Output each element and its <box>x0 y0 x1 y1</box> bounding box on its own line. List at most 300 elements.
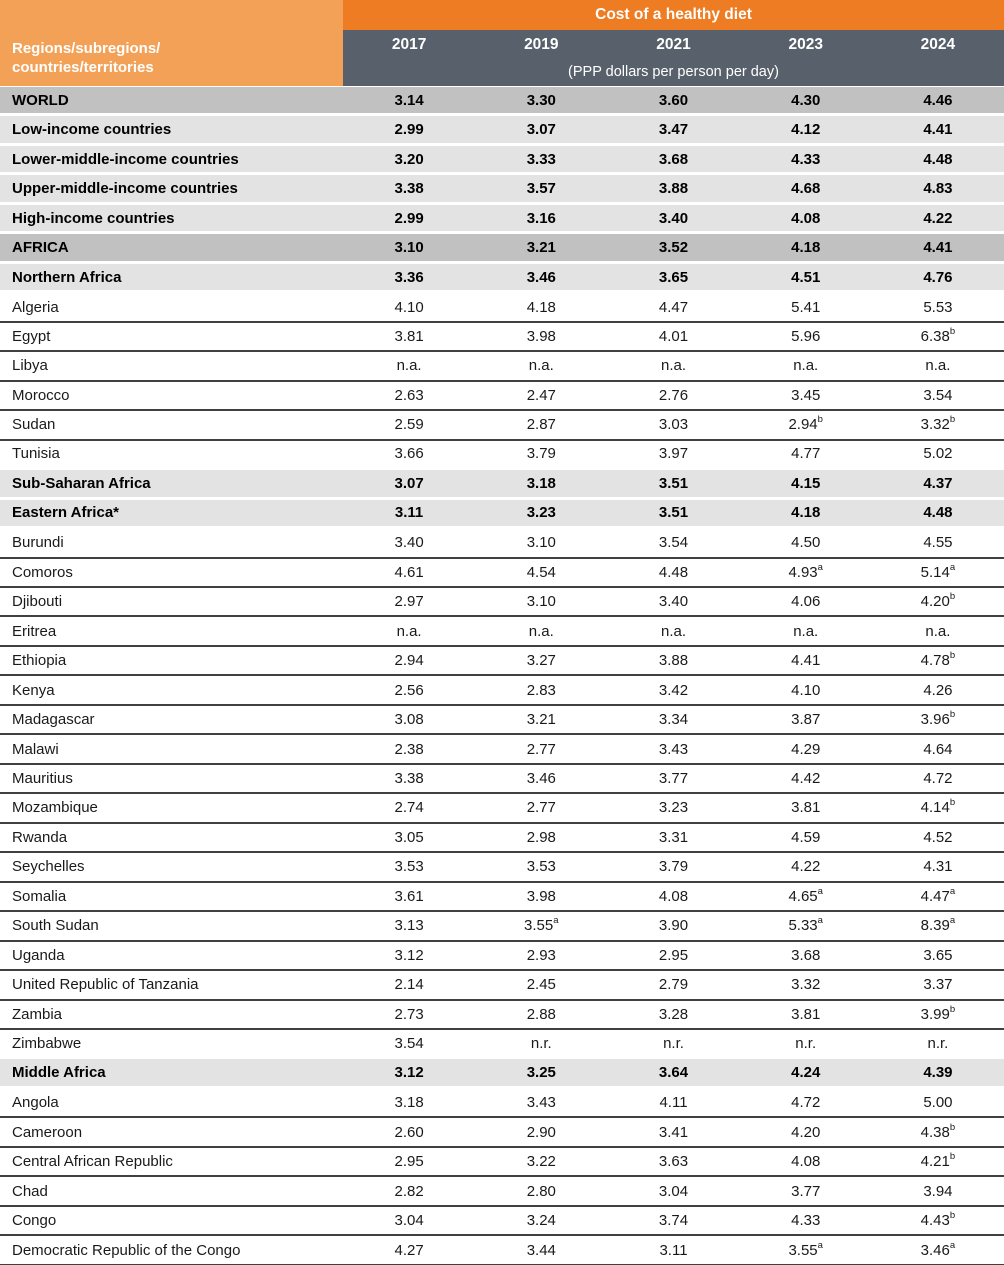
cell-value: 3.46 <box>526 770 556 788</box>
row-label: Northern Africa <box>12 268 122 286</box>
cell-value: 4.41 <box>923 121 953 139</box>
cell-value: 4.61 <box>394 563 424 581</box>
cell-value: 3.77 <box>791 1182 821 1200</box>
cell-value: 5.96 <box>791 327 821 345</box>
region-column-header-line1: Regions/subregions/ <box>12 39 161 57</box>
table-row <box>0 559 1004 588</box>
cell-value: 4.27 <box>394 1241 424 1259</box>
table-row <box>0 175 1004 204</box>
cell-value: 4.39 <box>923 1064 953 1082</box>
table-row <box>0 912 1004 941</box>
cell-value: 2.74 <box>394 799 424 817</box>
table-row <box>0 765 1004 794</box>
year-header: 2024 <box>920 36 956 53</box>
cell-value: n.r. <box>795 1034 817 1052</box>
cell-value: 2.14 <box>394 976 424 994</box>
table-row <box>0 1148 1004 1177</box>
cell-value: 3.22 <box>526 1153 556 1171</box>
cell-value: 3.03 <box>658 416 689 434</box>
cell-value: 3.65 <box>658 268 689 286</box>
row-label: Cameroon <box>12 1123 83 1141</box>
cell-value: 3.53 <box>394 858 424 876</box>
row-label: Kenya <box>12 681 55 699</box>
table-header <box>0 0 1004 86</box>
table-row <box>0 971 1004 1000</box>
row-label: Tunisia <box>12 445 60 463</box>
cell-value: 5.33$^a$ <box>788 915 823 935</box>
cell-value: 4.77 <box>791 445 821 463</box>
table-row <box>0 1059 1004 1088</box>
cell-value: 2.82 <box>394 1182 424 1200</box>
cell-value: 4.68 <box>791 180 821 198</box>
cell-value: 5.00 <box>923 1094 953 1112</box>
cell-value: 4.24 <box>791 1064 821 1082</box>
cell-value: 4.72 <box>791 1094 821 1112</box>
cell-value: 2.47 <box>526 386 556 404</box>
cell-value: 4.41 <box>791 652 821 670</box>
cell-value: 2.97 <box>394 593 424 611</box>
footnote-marker: a <box>949 1239 956 1251</box>
row-label: AFRICA <box>12 239 69 257</box>
cell-value: 3.04 <box>394 1212 424 1230</box>
year-header: 2021 <box>656 36 691 53</box>
cell-value: 4.01 <box>658 327 689 345</box>
table-row <box>0 352 1004 381</box>
table-row <box>0 706 1004 735</box>
cell-value: 4.12 <box>791 121 821 139</box>
cell-value: 2.80 <box>526 1182 556 1200</box>
cell-value: 3.04 <box>658 1182 689 1200</box>
cell-value: 4.65$^a$ <box>788 885 823 905</box>
footnote-marker: a <box>817 1239 823 1251</box>
footnote-marker: b <box>949 325 956 337</box>
footnote-marker: b <box>817 414 823 426</box>
table-row <box>0 470 1004 499</box>
row-label: Comoros <box>12 563 73 581</box>
footnote-marker: b <box>949 1121 956 1133</box>
cell-value: 6.38$^b$ <box>920 325 956 345</box>
cell-value: 4.30 <box>791 91 821 109</box>
cell-value: 3.88 <box>658 180 689 198</box>
cell-value: 4.21$^b$ <box>920 1151 956 1171</box>
cell-value: 3.57 <box>526 180 556 198</box>
cell-value: 3.98 <box>526 327 556 345</box>
cell-value: 3.96$^b$ <box>920 709 956 729</box>
cell-value: n.a. <box>528 357 554 375</box>
cell-value: 4.52 <box>923 828 953 846</box>
footnote-marker: a <box>817 561 823 573</box>
cell-value: 3.28 <box>658 1005 689 1023</box>
footnote-marker: b <box>949 414 956 426</box>
table-row <box>0 1207 1004 1236</box>
cell-value: 3.94 <box>923 1182 953 1200</box>
cell-value: 5.02 <box>923 445 953 463</box>
cell-value: 3.43 <box>658 740 689 758</box>
cell-value: n.a. <box>925 357 951 375</box>
table-row <box>0 1001 1004 1030</box>
table-row <box>0 293 1004 322</box>
footnote-marker: b <box>949 1210 956 1222</box>
cell-value: 4.08 <box>658 887 689 905</box>
cell-value: 3.12 <box>394 1064 424 1082</box>
cell-value: 3.79 <box>658 858 689 876</box>
cell-value: 4.46 <box>923 91 953 109</box>
row-label: Angola <box>12 1094 59 1112</box>
row-label: Eastern Africa* <box>12 504 119 522</box>
row-label: Eritrea <box>12 622 57 640</box>
table-row <box>0 853 1004 882</box>
cell-value: 3.54 <box>658 534 689 552</box>
cell-value: 2.59 <box>394 416 424 434</box>
row-label: Mauritius <box>12 770 73 788</box>
cell-value: 4.48 <box>923 150 953 168</box>
cell-value: 4.10 <box>791 681 821 699</box>
table-row <box>0 323 1004 352</box>
row-label: Seychelles <box>12 858 85 876</box>
cell-value: 3.97 <box>658 445 689 463</box>
cell-value: n.a. <box>396 622 422 640</box>
cell-value: n.r. <box>530 1034 552 1052</box>
cell-value: 3.54 <box>923 386 953 404</box>
cell-value: 4.26 <box>923 681 953 699</box>
cell-value: 3.46$^a$ <box>920 1239 956 1259</box>
cell-value: 2.77 <box>526 799 556 817</box>
cell-value: 3.10 <box>394 239 424 257</box>
table-row <box>0 205 1004 234</box>
cell-value: 3.47 <box>658 121 689 139</box>
cell-value: 3.68 <box>658 150 689 168</box>
row-label: Sub-Saharan Africa <box>12 474 151 492</box>
footnote-marker: a <box>949 915 956 927</box>
cell-value: 2.94 <box>394 652 424 670</box>
cell-value: 4.18 <box>526 298 556 316</box>
cell-value: 3.45 <box>791 386 821 404</box>
cell-value: 3.52 <box>658 239 689 257</box>
cell-value: 3.87 <box>791 711 821 729</box>
cell-value: n.a. <box>793 622 819 640</box>
region-column-header <box>0 0 343 86</box>
cell-value: 4.31 <box>923 858 953 876</box>
row-label: Burundi <box>12 534 64 552</box>
cell-value: 2.56 <box>394 681 424 699</box>
cell-value: 4.20$^b$ <box>920 591 956 611</box>
table-row <box>0 264 1004 293</box>
footnote-marker: a <box>949 885 956 897</box>
cell-value: 3.44 <box>526 1241 556 1259</box>
cell-value: 3.27 <box>526 652 556 670</box>
cell-value: n.a. <box>396 357 422 375</box>
cell-value: 3.07 <box>526 121 556 139</box>
cell-value: 2.95 <box>658 946 689 964</box>
cell-value: 4.33 <box>791 150 821 168</box>
cell-value: 3.81 <box>394 327 424 345</box>
cell-value: 2.83 <box>526 681 556 699</box>
cell-value: 4.47$^a$ <box>920 885 956 905</box>
table-row <box>0 87 1004 116</box>
table-row <box>0 824 1004 853</box>
table-row <box>0 500 1004 529</box>
table-row <box>0 735 1004 764</box>
cell-value: 3.46 <box>526 268 556 286</box>
cell-value: 4.15 <box>791 474 821 492</box>
footnote-marker: a <box>817 915 823 927</box>
cell-value: 3.32 <box>791 976 821 994</box>
table-row <box>0 382 1004 411</box>
cell-value: 3.65 <box>923 946 953 964</box>
cell-value: 4.18 <box>791 504 821 522</box>
cell-value: 2.77 <box>526 740 556 758</box>
cell-value: 4.08 <box>791 1153 821 1171</box>
cell-value: 3.51 <box>658 474 689 492</box>
footnote-marker: b <box>949 797 956 809</box>
footnote-marker: b <box>949 1003 956 1015</box>
cell-value: 4.18 <box>791 239 821 257</box>
cell-value: 4.64 <box>923 740 953 758</box>
cell-value: 5.41 <box>791 298 821 316</box>
cell-value: 2.93 <box>526 946 556 964</box>
footnote-marker: b <box>949 709 956 721</box>
region-column-header-line2: countries/territories <box>12 58 154 76</box>
row-label: WORLD <box>12 91 69 109</box>
row-label: Central African Republic <box>12 1153 173 1171</box>
cell-value: 3.60 <box>658 91 689 109</box>
footnote-marker: b <box>949 650 956 662</box>
cell-value: 3.79 <box>526 445 556 463</box>
cell-value: 4.76 <box>923 268 953 286</box>
row-label: Malawi <box>12 740 59 758</box>
cell-value: 3.08 <box>394 711 424 729</box>
cell-value: 4.42 <box>791 770 821 788</box>
cell-value: 3.33 <box>526 150 556 168</box>
cell-value: 3.18 <box>526 474 556 492</box>
cell-value: 3.24 <box>526 1212 556 1230</box>
row-label: Libya <box>12 357 48 375</box>
cell-value: 4.20 <box>791 1123 821 1141</box>
cell-value: n.a. <box>660 622 687 640</box>
value-columns-header <box>343 0 1004 86</box>
cell-value: 4.22 <box>923 209 953 227</box>
cell-value: 2.99 <box>394 121 424 139</box>
cell-value: 4.83 <box>923 180 953 198</box>
table-row <box>0 588 1004 617</box>
cell-value: 3.81 <box>791 1005 821 1023</box>
cell-value: 3.13 <box>394 917 424 935</box>
cell-value: 4.33 <box>791 1212 821 1230</box>
cell-value: 4.11 <box>659 1094 688 1112</box>
cell-value: 3.55$^a$ <box>524 915 559 935</box>
row-label: Djibouti <box>12 593 63 611</box>
cell-value: 3.99$^b$ <box>920 1003 956 1023</box>
row-label: Congo <box>12 1212 57 1230</box>
cell-value: 3.11 <box>394 504 424 522</box>
table-row <box>0 883 1004 912</box>
table-row <box>0 529 1004 558</box>
cell-value: 4.54 <box>526 563 556 581</box>
table-row <box>0 441 1004 470</box>
footnote-marker: b <box>949 1151 956 1163</box>
cell-value: 4.37 <box>923 474 953 492</box>
cell-value: 2.38 <box>394 740 424 758</box>
row-label: Sudan <box>12 416 56 434</box>
cell-value: 3.41 <box>658 1123 689 1141</box>
cell-value: 4.14$^b$ <box>920 797 956 817</box>
cell-value: 2.60 <box>394 1123 424 1141</box>
cell-value: n.r. <box>663 1034 684 1052</box>
cell-value: 3.36 <box>394 268 424 286</box>
cell-value: 3.51 <box>658 504 689 522</box>
cell-value: 3.10 <box>526 534 556 552</box>
cell-value: 4.50 <box>791 534 821 552</box>
cell-value: 3.23 <box>658 799 689 817</box>
cell-value: 3.40 <box>658 593 689 611</box>
cell-value: 3.20 <box>394 150 424 168</box>
row-label: Morocco <box>12 386 70 404</box>
cell-value: 4.93$^a$ <box>788 561 823 581</box>
footnote-marker: a <box>817 885 823 897</box>
cell-value: 4.41 <box>923 239 953 257</box>
cell-value: 3.88 <box>658 652 689 670</box>
cell-value: 3.68 <box>791 946 821 964</box>
cell-value: 2.73 <box>394 1005 424 1023</box>
cell-value: 3.90 <box>658 917 689 935</box>
cell-value: 3.54 <box>394 1034 424 1052</box>
year-header: 2023 <box>788 36 823 53</box>
table-row <box>0 617 1004 646</box>
year-header: 2017 <box>391 36 427 53</box>
cell-value: 4.78$^b$ <box>920 650 956 670</box>
cell-value: 4.55 <box>923 534 953 552</box>
table-row <box>0 647 1004 676</box>
row-label: Upper-middle-income countries <box>12 180 238 198</box>
cell-value: 3.63 <box>658 1153 689 1171</box>
table-row <box>0 794 1004 823</box>
cell-value: 4.48 <box>923 504 953 522</box>
table-row <box>0 411 1004 440</box>
cell-value: 3.21 <box>526 711 556 729</box>
row-label: United Republic of Tanzania <box>12 976 199 994</box>
cell-value: 2.76 <box>658 386 689 404</box>
table-row <box>0 116 1004 145</box>
cell-value: 2.63 <box>394 386 424 404</box>
table-row <box>0 676 1004 705</box>
cell-value: n.a. <box>793 357 819 375</box>
cell-value: 4.43$^b$ <box>920 1210 956 1230</box>
table-row <box>0 146 1004 175</box>
table-row <box>0 234 1004 263</box>
cell-value: 3.42 <box>658 681 689 699</box>
row-label: Middle Africa <box>12 1064 106 1082</box>
row-label: Zambia <box>12 1005 63 1023</box>
cell-value: 3.64 <box>658 1064 689 1082</box>
row-label: Algeria <box>12 298 59 316</box>
row-label: Mozambique <box>12 799 98 817</box>
cell-value: 2.87 <box>526 416 556 434</box>
cell-value: 3.12 <box>394 946 424 964</box>
row-label: Lower-middle-income countries <box>12 150 239 168</box>
row-label: Rwanda <box>12 828 68 846</box>
cell-value: 3.07 <box>394 474 424 492</box>
cell-value: 3.38 <box>394 770 424 788</box>
cell-value: 2.88 <box>526 1005 556 1023</box>
table-row <box>0 1118 1004 1147</box>
cell-value: 3.40 <box>658 209 689 227</box>
cell-value: 4.59 <box>791 828 821 846</box>
cell-value: 4.72 <box>923 770 953 788</box>
cell-value: 2.94$^b$ <box>788 414 823 434</box>
row-label: Madagascar <box>12 711 95 729</box>
cell-value: 3.61 <box>394 887 424 905</box>
cell-value: 2.90 <box>526 1123 556 1141</box>
cell-value: 3.55$^a$ <box>788 1239 823 1259</box>
cell-value: 3.66 <box>394 445 424 463</box>
row-label: Chad <box>12 1182 48 1200</box>
table-row <box>0 1177 1004 1206</box>
table-body <box>0 86 1004 1265</box>
cell-value: 4.38$^b$ <box>920 1121 956 1141</box>
cell-value: 4.06 <box>791 593 821 611</box>
cell-value: 3.31 <box>658 828 689 846</box>
cell-value: 4.48 <box>658 563 689 581</box>
year-column-headers <box>343 30 1004 60</box>
cell-value: 4.29 <box>791 740 821 758</box>
cell-value: 5.53 <box>923 298 953 316</box>
cell-value: 3.14 <box>394 91 424 109</box>
cell-value: 3.32$^b$ <box>920 414 956 434</box>
row-label: Egypt <box>12 327 51 345</box>
cell-value: 3.23 <box>526 504 556 522</box>
cell-value: 3.05 <box>394 828 424 846</box>
group-title: Cost of a healthy diet <box>343 0 1004 30</box>
cell-value: 3.53 <box>526 858 556 876</box>
row-label: Uganda <box>12 946 65 964</box>
cell-value: 3.16 <box>526 209 556 227</box>
cell-value: 2.98 <box>526 828 556 846</box>
cell-value: 3.21 <box>526 239 556 257</box>
cell-value: 4.51 <box>791 268 821 286</box>
row-label: Somalia <box>12 887 67 905</box>
cell-value: n.a. <box>660 357 687 375</box>
cell-value: 8.39$^a$ <box>920 915 956 935</box>
cell-value: 3.10 <box>526 593 556 611</box>
cell-value: n.a. <box>925 622 951 640</box>
year-header: 2019 <box>524 36 559 53</box>
cell-value: 3.25 <box>526 1064 556 1082</box>
cell-value: 4.47 <box>658 298 689 316</box>
cell-value: 2.99 <box>394 209 424 227</box>
table-row <box>0 1236 1004 1265</box>
cell-value: 2.95 <box>394 1153 424 1171</box>
cell-value: 4.22 <box>791 858 821 876</box>
cell-value: 3.77 <box>658 770 689 788</box>
footnote-marker: a <box>949 561 956 573</box>
cell-value: 3.74 <box>658 1212 689 1230</box>
year-header-band <box>343 30 1004 86</box>
cell-value: 4.10 <box>394 298 424 316</box>
cell-value: 3.18 <box>394 1094 424 1112</box>
footnote-marker: a <box>553 915 559 927</box>
cell-value: 3.37 <box>923 976 953 994</box>
cell-value: 3.30 <box>526 91 556 109</box>
cell-value: 4.08 <box>791 209 821 227</box>
cell-value: 2.45 <box>526 976 556 994</box>
row-label: Ethiopia <box>12 652 67 670</box>
cell-value: n.a. <box>528 622 554 640</box>
cell-value: 3.11 <box>659 1241 688 1259</box>
cell-value: 5.14$^a$ <box>920 561 956 581</box>
table-row <box>0 1089 1004 1118</box>
cell-value: 3.98 <box>526 887 556 905</box>
table-row <box>0 1030 1004 1059</box>
